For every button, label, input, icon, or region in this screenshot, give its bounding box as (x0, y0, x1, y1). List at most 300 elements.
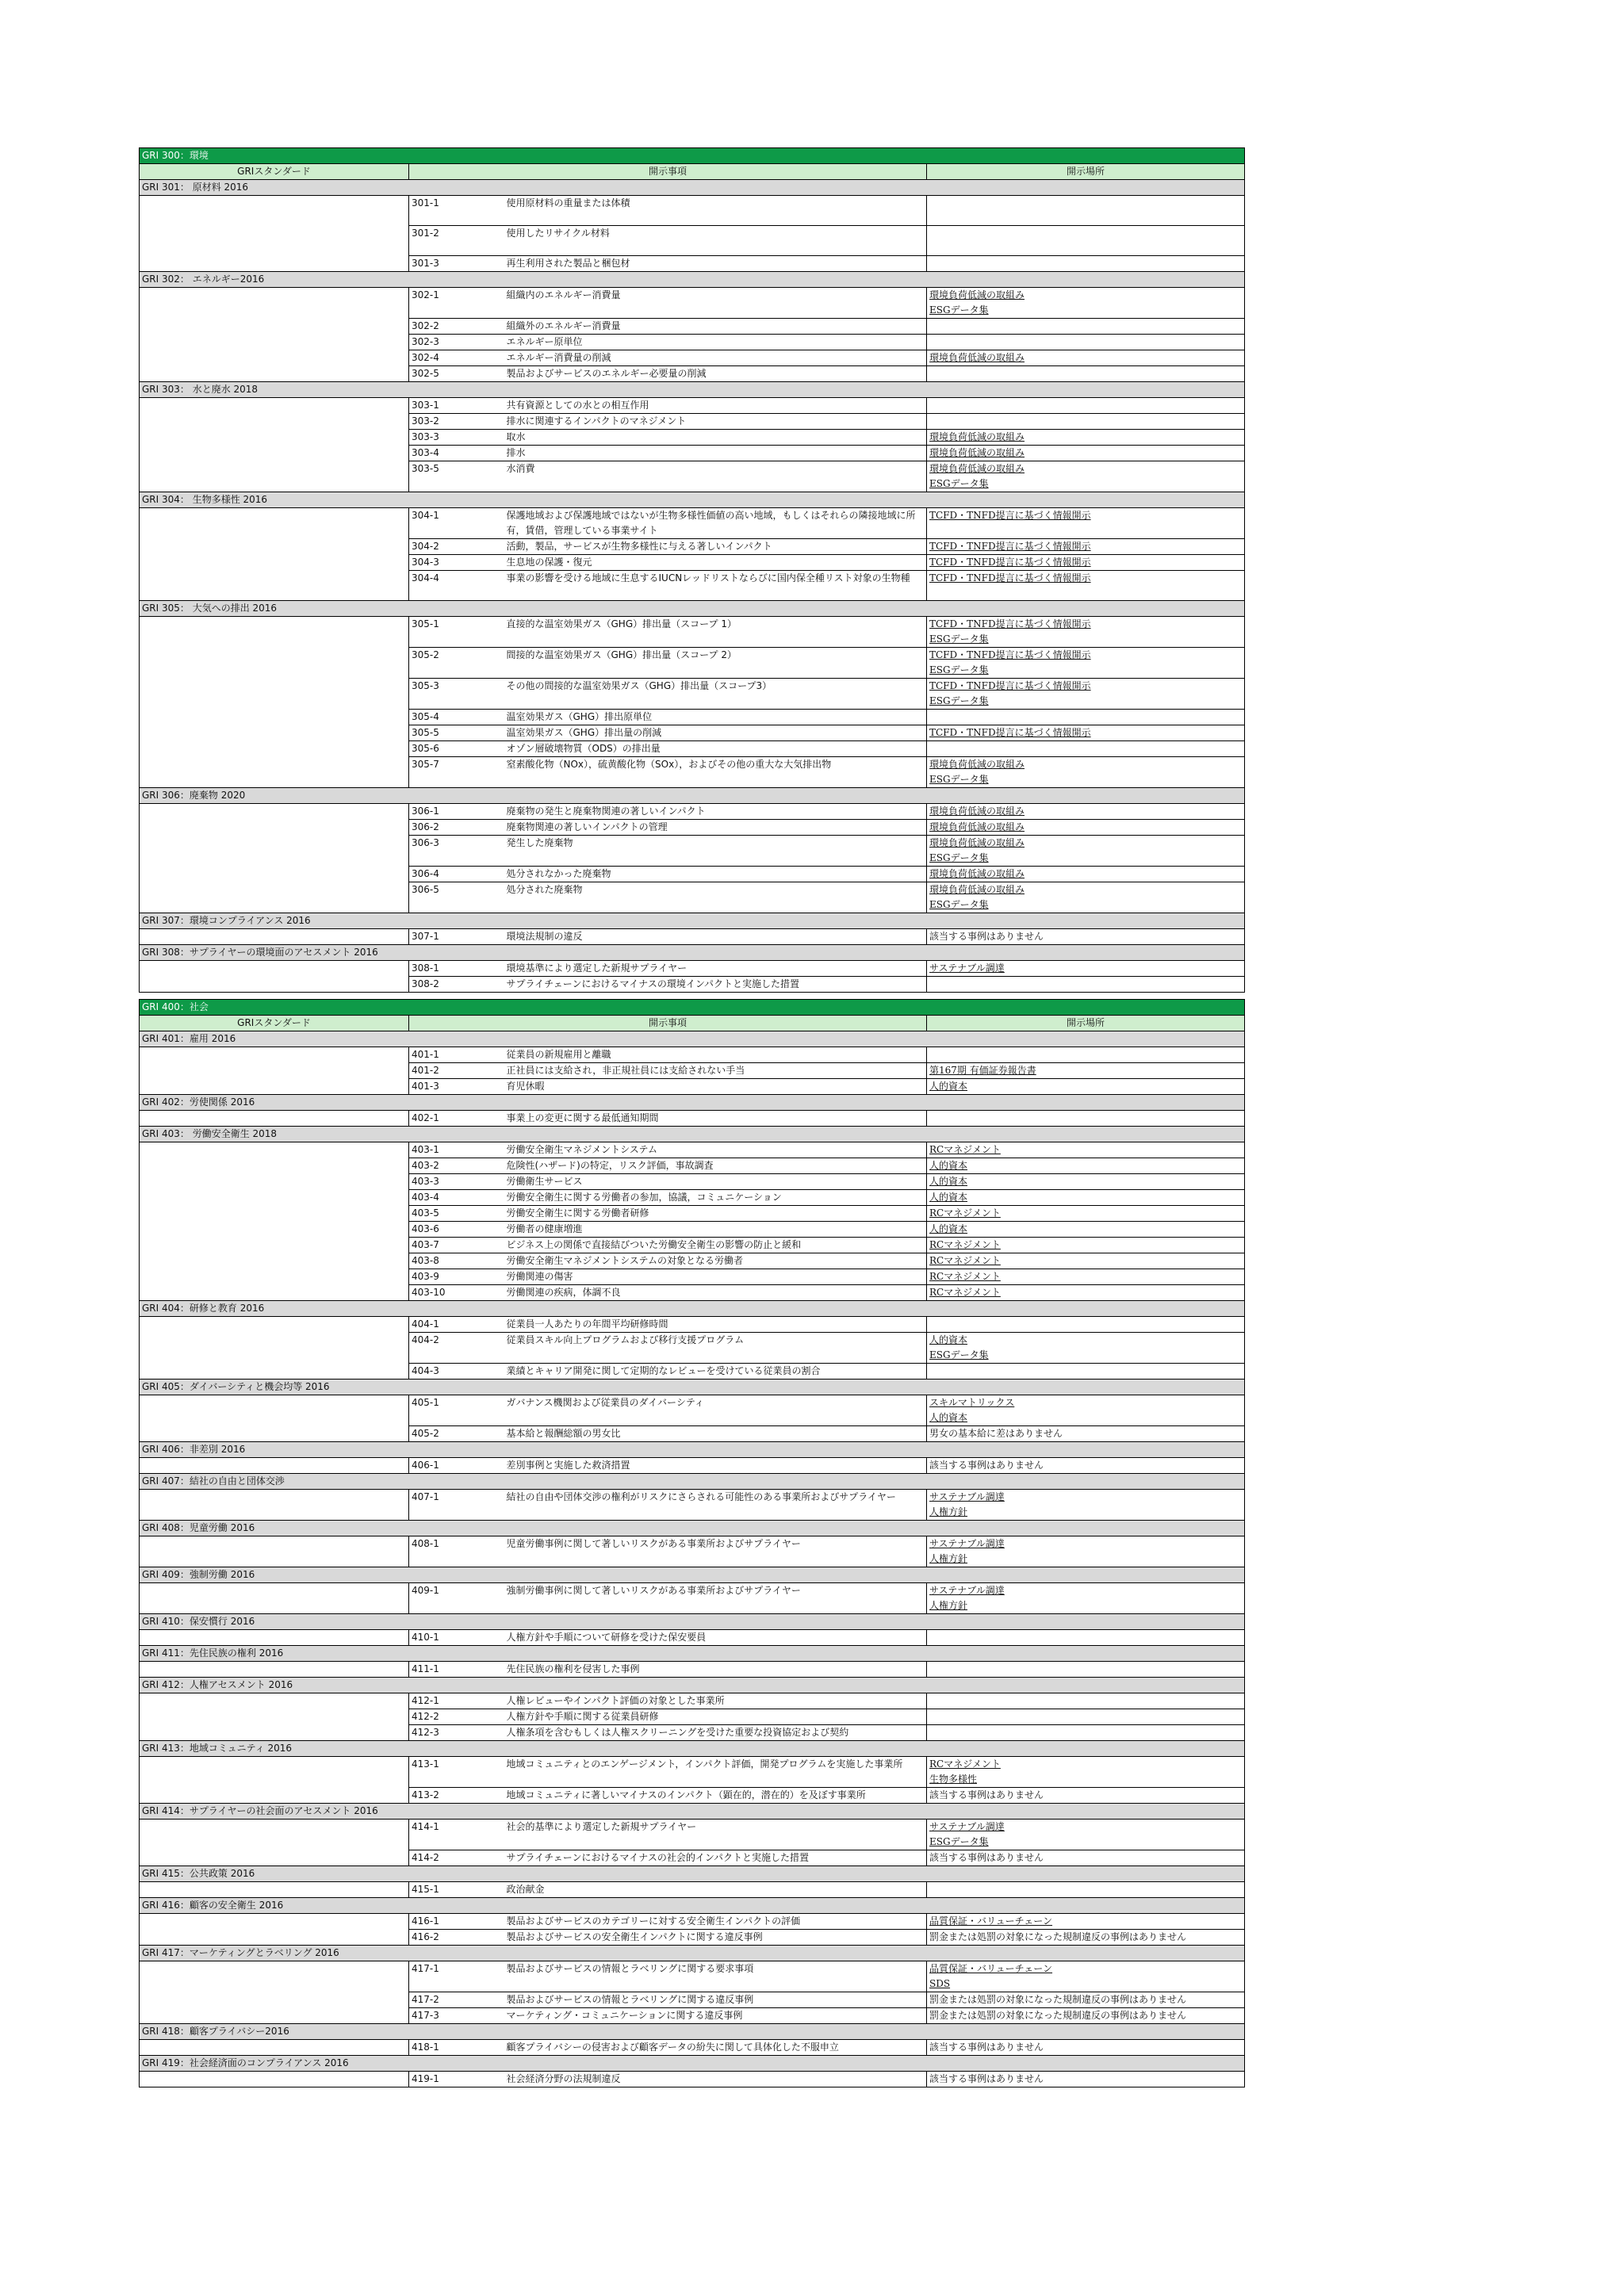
location-cell (927, 414, 1245, 430)
disclosure-code-text: 301-1 (412, 197, 439, 209)
standard-label: GRI 308：サプライヤーの環境面のアセスメント 2016 (140, 945, 1245, 961)
disclosure-row (140, 319, 1245, 335)
location-link[interactable]: TCFD・TNFD提言に基づく情報開示 (929, 649, 1091, 660)
location-link[interactable]: 環境負荷低減の取組み (929, 837, 1025, 848)
disclosure-row (140, 1757, 1245, 1788)
standard-cell (140, 1725, 409, 1741)
location-cell (927, 725, 1245, 741)
disclosure-text-value: 基本給と報酬総額の男女比 (506, 1428, 621, 1439)
location-link[interactable]: ESGデータ集 (929, 478, 989, 489)
disclosure-code (409, 1190, 504, 1206)
location-link[interactable]: サステナブル調達 (929, 1538, 1005, 1549)
disclosure-code-text: 403-7 (412, 1239, 439, 1250)
disclosure-text (504, 1788, 927, 1804)
disclosure-row (140, 1364, 1245, 1380)
standard-cell (140, 2072, 409, 2087)
disclosure-row (140, 539, 1245, 555)
disclosure-text-value: 労働関連の傷害 (506, 1271, 573, 1282)
location-cell (927, 1285, 1245, 1301)
disclosure-code-text: 306-2 (412, 821, 439, 832)
disclosure-text (504, 1583, 927, 1614)
disclosure-text-value: 発生した廃棄物 (506, 837, 573, 848)
standard-group-row (140, 492, 1245, 508)
disclosure-text-value: 地域コミュニティに著しいマイナスのインパクト（顕在的，潜在的）を及ぼす事業所 (506, 1789, 866, 1800)
disclosure-text (504, 461, 927, 492)
disclosure-text (504, 1158, 927, 1174)
disclosure-code-text: 403-10 (412, 1287, 446, 1298)
location-link[interactable]: サステナブル調達 (929, 962, 1005, 974)
standard-label: GRI 302： エネルギー2016 (140, 272, 1245, 288)
disclosure-text-value: 廃棄物の発生と廃棄物関連の著しいインパクト (506, 806, 706, 817)
header-standard: GRIスタンダード (140, 1016, 409, 1031)
standard-cell (140, 555, 409, 571)
disclosure-code (409, 508, 504, 539)
location-cell (927, 929, 1245, 945)
standard-cell (140, 2008, 409, 2024)
standard-cell (140, 1285, 409, 1301)
disclosure-code (409, 1757, 504, 1788)
disclosure-text (504, 1047, 927, 1063)
location-link[interactable]: RCマネジメント (929, 1144, 1001, 1155)
standard-label: GRI 407：結社の自由と団体交渉 (140, 1474, 1245, 1490)
standard-cell (140, 725, 409, 741)
standard-cell (140, 1961, 409, 1992)
location-link[interactable]: サステナブル調達 (929, 1585, 1005, 1596)
disclosure-text (504, 1662, 927, 1678)
disclosure-text (504, 1757, 927, 1788)
disclosure-code-text: 401-1 (412, 1049, 439, 1060)
location-link[interactable]: 環境負荷低減の取組み (929, 806, 1025, 817)
location-link[interactable]: ESGデータ集 (929, 1836, 989, 1847)
standard-cell (140, 1630, 409, 1646)
standard-group-row (140, 1031, 1245, 1047)
disclosure-code (409, 2008, 504, 2024)
location-link[interactable]: 環境負荷低減の取組み (929, 463, 1025, 474)
disclosure-text (504, 1063, 927, 1079)
standard-label: GRI 402：労使関係 2016 (140, 1095, 1245, 1111)
disclosure-row (140, 1142, 1245, 1158)
location-cell (927, 1426, 1245, 1442)
disclosure-text (504, 1142, 927, 1158)
disclosure-code-text: 303-5 (412, 463, 439, 474)
location-link[interactable]: RCマネジメント (929, 1207, 1001, 1219)
disclosure-code-text: 403-8 (412, 1255, 439, 1266)
disclosure-row (140, 867, 1245, 882)
location-cell (927, 867, 1245, 882)
disclosure-code-text: 414-1 (412, 1821, 439, 1832)
location-link[interactable]: 第167期 有価証券報告書 (929, 1065, 1036, 1076)
disclosure-text (504, 2040, 927, 2056)
disclosure-code (409, 446, 504, 461)
disclosure-text-value: 従業員一人あたりの年間平均研修時間 (506, 1318, 668, 1330)
standard-cell (140, 1174, 409, 1190)
disclosure-text-value: 窒素酸化物（NOx），硫黄酸化物（SOx），およびその他の重大な大気排出物 (506, 759, 832, 770)
disclosure-row (140, 648, 1245, 679)
location-link[interactable]: 人的資本 (929, 1081, 968, 1092)
disclosure-code (409, 1583, 504, 1614)
location-link[interactable]: RCマネジメント (929, 1287, 1001, 1298)
location-cell (927, 710, 1245, 725)
disclosure-code-text: 403-1 (412, 1144, 439, 1155)
standard-group-row (140, 1646, 1245, 1662)
standard-group-row (140, 1127, 1245, 1142)
disclosure-row (140, 288, 1245, 319)
disclosure-text-value: その他の間接的な温室効果ガス（GHG）排出量（スコープ3） (506, 680, 772, 691)
disclosure-row (140, 741, 1245, 757)
location-link[interactable]: 人的資本 (929, 1176, 968, 1187)
disclosure-text-value: 児童労働事例に関して著しいリスクがある事業所およびサプライヤー (506, 1538, 801, 1549)
location-link[interactable]: ESGデータ集 (929, 633, 989, 645)
standard-cell (140, 461, 409, 492)
location-link[interactable]: 品質保証・バリューチェーン (929, 1915, 1053, 1927)
disclosure-code (409, 804, 504, 820)
standard-group-row (140, 1898, 1245, 1914)
disclosure-text (504, 1111, 927, 1127)
disclosure-row (140, 398, 1245, 414)
disclosure-code-text: 403-9 (412, 1271, 439, 1282)
disclosure-row (140, 710, 1245, 725)
disclosure-code (409, 398, 504, 414)
location-link[interactable]: スキルマトリックス (929, 1397, 1015, 1408)
standard-group-row (140, 1095, 1245, 1111)
location-link[interactable]: TCFD・TNFD提言に基づく情報開示 (929, 727, 1091, 738)
location-link[interactable]: 人権方針 (929, 1506, 968, 1517)
standard-group-row (140, 1442, 1245, 1458)
disclosure-text-value: 社会経済分野の法規制違反 (506, 2073, 621, 2084)
standard-cell (140, 1222, 409, 1238)
disclosure-text (504, 1079, 927, 1095)
disclosure-code (409, 555, 504, 571)
location-cell (927, 1190, 1245, 1206)
disclosure-row (140, 256, 1245, 272)
location-link[interactable]: 人的資本 (929, 1223, 968, 1234)
disclosure-code-text: 416-2 (412, 1931, 439, 1942)
location-link[interactable]: 人的資本 (929, 1192, 968, 1203)
disclosure-text (504, 1190, 927, 1206)
disclosure-code-text: 405-1 (412, 1397, 439, 1408)
standard-cell (140, 1142, 409, 1158)
disclosure-text (504, 288, 927, 319)
disclosure-code-text: 412-2 (412, 1711, 439, 1722)
disclosure-row (140, 1820, 1245, 1850)
disclosure-text (504, 1850, 927, 1866)
disclosure-row (140, 1536, 1245, 1567)
disclosure-code (409, 1222, 504, 1238)
standard-cell (140, 1111, 409, 1127)
disclosure-row (140, 1063, 1245, 1079)
location-cell (927, 1709, 1245, 1725)
standard-group-row (140, 1678, 1245, 1693)
location-link[interactable]: ESGデータ集 (929, 852, 989, 863)
standard-cell (140, 1238, 409, 1253)
disclosure-text-value: 労働安全衛生マネジメントシステム (506, 1144, 657, 1155)
location-cell (927, 1333, 1245, 1364)
standard-label: GRI 416：顧客の安全衛生 2016 (140, 1898, 1245, 1914)
disclosure-code (409, 977, 504, 993)
standard-cell (140, 1158, 409, 1174)
disclosure-text-value: 活動，製品，サービスが生物多様性に与える著しいインパクト (506, 541, 772, 552)
disclosure-text (504, 961, 927, 977)
location-link[interactable]: 人権方針 (929, 1600, 968, 1611)
disclosure-row (140, 977, 1245, 993)
disclosure-code (409, 1458, 504, 1474)
standard-label: GRI 410：保安慣行 2016 (140, 1614, 1245, 1630)
standard-cell (140, 1047, 409, 1063)
disclosure-code (409, 1285, 504, 1301)
disclosure-row (140, 226, 1245, 256)
location-cell (927, 1961, 1245, 1992)
location-cell (927, 2040, 1245, 2056)
standard-cell (140, 571, 409, 601)
disclosure-code-text: 412-1 (412, 1695, 439, 1706)
disclosure-code-text: 308-1 (412, 962, 439, 974)
disclosure-text-value: 人権方針や手順に関する従業員研修 (506, 1711, 659, 1722)
disclosure-code-text: 411-1 (412, 1663, 439, 1674)
disclosure-code-text: 412-3 (412, 1727, 439, 1738)
standard-group-row (140, 1866, 1245, 1882)
standard-label: GRI 307：環境コンプライアンス 2016 (140, 913, 1245, 929)
location-cell (927, 804, 1245, 820)
location-cell (927, 1788, 1245, 1804)
disclosure-code-text: 418-1 (412, 2042, 439, 2053)
disclosure-code-text: 404-1 (412, 1318, 439, 1330)
location-link[interactable]: RCマネジメント (929, 1239, 1001, 1250)
disclosure-code (409, 1961, 504, 1992)
standard-group-row (140, 945, 1245, 961)
disclosure-text-value: 危険性(ハザード)の特定，リスク評価，事故調査 (506, 1160, 714, 1171)
section-title: GRI 400：社会 (140, 1000, 1245, 1016)
location-cell (927, 1490, 1245, 1521)
standard-cell (140, 1458, 409, 1474)
location-link[interactable]: RCマネジメント (929, 1758, 1001, 1770)
disclosure-row (140, 350, 1245, 366)
location-link[interactable]: ESGデータ集 (929, 899, 989, 910)
disclosure-code-text: 404-3 (412, 1365, 439, 1376)
location-link[interactable]: 人的資本 (929, 1334, 968, 1345)
location-cell (927, 446, 1245, 461)
standard-cell (140, 398, 409, 414)
location-link[interactable]: 人的資本 (929, 1160, 968, 1171)
header-disclosure: 開示事項 (409, 164, 927, 180)
location-link[interactable]: TCFD・TNFD提言に基づく情報開示 (929, 618, 1091, 629)
location-cell (927, 1725, 1245, 1741)
disclosure-code-text: 301-3 (412, 258, 439, 269)
disclosure-row (140, 571, 1245, 601)
disclosure-text-value: 処分されなかった廃棄物 (506, 868, 611, 879)
disclosure-code-text: 403-4 (412, 1192, 439, 1203)
disclosure-text-value: エネルギー消費量の削減 (506, 352, 611, 363)
disclosure-code-text: 403-2 (412, 1160, 439, 1171)
standard-cell (140, 2040, 409, 2056)
location-cell (927, 1662, 1245, 1678)
location-cell (927, 1820, 1245, 1850)
disclosure-text (504, 836, 927, 867)
disclosure-text-value: サプライチェーンにおけるマイナスの社会的インパクトと実施した措置 (506, 1852, 809, 1863)
location-cell (927, 961, 1245, 977)
disclosure-text-value: 育児休暇 (506, 1081, 545, 1092)
location-cell (927, 1222, 1245, 1238)
standard-label: GRI 413：地域コミュニティ 2016 (140, 1741, 1245, 1757)
disclosure-text-value: 再生利用された製品と梱包材 (506, 258, 630, 269)
disclosure-code (409, 226, 504, 256)
disclosure-code (409, 1536, 504, 1567)
disclosure-text-value: 地域コミュニティとのエンゲージメント，インパクト評価，開発プログラムを実施した事業所 (506, 1758, 903, 1770)
disclosure-row (140, 555, 1245, 571)
location-link[interactable]: TCFD・TNFD提言に基づく情報開示 (929, 680, 1091, 691)
location-link[interactable]: 環境負荷低減の取組み (929, 447, 1025, 458)
standard-cell (140, 1914, 409, 1930)
disclosure-row (140, 2040, 1245, 2056)
disclosure-code (409, 319, 504, 335)
location-link[interactable]: TCFD・TNFD提言に基づく情報開示 (929, 541, 1091, 552)
disclosure-text (504, 319, 927, 335)
standard-cell (140, 196, 409, 226)
disclosure-text (504, 256, 927, 272)
disclosure-row (140, 820, 1245, 836)
disclosure-row (140, 2072, 1245, 2087)
location-link[interactable]: ESGデータ集 (929, 304, 989, 316)
disclosure-text (504, 414, 927, 430)
location-link[interactable]: SDS (929, 1978, 951, 1989)
standard-cell (140, 1190, 409, 1206)
location-link[interactable]: 環境負荷低減の取組み (929, 352, 1025, 363)
location-link[interactable]: ESGデータ集 (929, 774, 989, 785)
disclosure-row (140, 1269, 1245, 1285)
disclosure-text (504, 882, 927, 913)
disclosure-code (409, 725, 504, 741)
location-note: 該当する事例はありません (929, 1460, 1044, 1471)
disclosure-code-text: 413-2 (412, 1789, 439, 1800)
disclosure-code (409, 1850, 504, 1866)
location-cell (927, 1111, 1245, 1127)
disclosure-row (140, 1882, 1245, 1898)
location-link[interactable]: サステナブル調達 (929, 1491, 1005, 1502)
standard-label: GRI 401：雇用 2016 (140, 1031, 1245, 1047)
disclosure-code (409, 1693, 504, 1709)
standard-cell (140, 648, 409, 679)
disclosure-text-value: 労働安全衛生に関する労働者研修 (506, 1207, 649, 1219)
location-link[interactable]: 人権方針 (929, 1553, 968, 1564)
disclosure-code-text: 406-1 (412, 1460, 439, 1471)
standard-cell (140, 414, 409, 430)
disclosure-row (140, 617, 1245, 648)
location-link[interactable]: サステナブル調達 (929, 1821, 1005, 1832)
disclosure-row (140, 1047, 1245, 1063)
standard-cell (140, 836, 409, 867)
disclosure-code-text: 302-3 (412, 336, 439, 347)
standard-cell (140, 977, 409, 993)
disclosure-text (504, 366, 927, 382)
standard-cell (140, 1662, 409, 1678)
disclosure-text-value: 社会的基準により選定した新規サプライヤー (506, 1821, 697, 1832)
standard-cell (140, 961, 409, 977)
location-link[interactable]: 環境負荷低減の取組み (929, 431, 1025, 442)
standard-cell (140, 1820, 409, 1850)
location-link[interactable]: ESGデータ集 (929, 695, 989, 706)
location-link[interactable]: ESGデータ集 (929, 1349, 989, 1360)
disclosure-code-text: 305-1 (412, 618, 439, 629)
disclosure-text-value: 使用したリサイクル材料 (506, 228, 610, 239)
standard-label: GRI 415：公共政策 2016 (140, 1866, 1245, 1882)
disclosure-row (140, 882, 1245, 913)
disclosure-code-text: 402-1 (412, 1112, 439, 1123)
disclosure-text-value: 共有資源としての水との相互作用 (506, 400, 649, 411)
disclosure-code-text: 405-2 (412, 1428, 439, 1439)
disclosure-code (409, 1820, 504, 1850)
location-link[interactable]: 環境負荷低減の取組み (929, 289, 1025, 300)
disclosure-text (504, 757, 927, 788)
disclosure-code-text: 302-1 (412, 289, 439, 300)
standard-label: GRI 414：サプライヤーの社会面のアセスメント 2016 (140, 1804, 1245, 1820)
disclosure-row (140, 1725, 1245, 1741)
location-cell (927, 226, 1245, 256)
location-cell (927, 1317, 1245, 1333)
disclosure-text-value: 製品およびサービスのカテゴリーに対する安全衛生インパクトの評価 (506, 1915, 801, 1927)
location-link[interactable]: TCFD・TNFD提言に基づく情報開示 (929, 557, 1091, 568)
standard-label: GRI 409：強制労働 2016 (140, 1567, 1245, 1583)
disclosure-code (409, 1253, 504, 1269)
disclosure-text (504, 1174, 927, 1190)
location-link[interactable]: 環境負荷低減の取組み (929, 821, 1025, 832)
disclosure-text (504, 539, 927, 555)
location-link[interactable]: TCFD・TNFD提言に基づく情報開示 (929, 510, 1091, 521)
location-cell (927, 366, 1245, 382)
location-link[interactable]: 人的資本 (929, 1412, 968, 1423)
standard-cell (140, 1709, 409, 1725)
location-link[interactable]: RCマネジメント (929, 1255, 1001, 1266)
standard-label: GRI 411：先住民族の権利 2016 (140, 1646, 1245, 1662)
standard-cell (140, 256, 409, 272)
disclosure-row (140, 196, 1245, 226)
disclosure-code (409, 2072, 504, 2087)
disclosure-text-value: 労働安全衛生に関する労働者の参加，協議，コミュニケーション (506, 1192, 782, 1203)
disclosure-text-value: 従業員スキル向上プログラムおよび移行支援プログラム (506, 1334, 745, 1345)
location-note: 罰金または処罰の対象になった規制違反の事例はありません (929, 1931, 1187, 1942)
disclosure-text-value: 労働衛生サービス (506, 1176, 583, 1187)
standard-cell (140, 741, 409, 757)
standard-label: GRI 418：顧客プライバシー2016 (140, 2024, 1245, 2040)
standard-cell (140, 1490, 409, 1521)
disclosure-text (504, 350, 927, 366)
standard-cell (140, 1882, 409, 1898)
standard-cell (140, 1253, 409, 1269)
disclosure-code-text: 403-6 (412, 1223, 439, 1234)
disclosure-row (140, 836, 1245, 867)
location-link[interactable]: TCFD・TNFD提言に基づく情報開示 (929, 572, 1091, 584)
standard-label: GRI 306：廃棄物 2020 (140, 788, 1245, 804)
location-link[interactable]: 環境負荷低減の取組み (929, 759, 1025, 770)
disclosure-text (504, 1458, 927, 1474)
location-link[interactable]: 環境負荷低減の取組み (929, 884, 1025, 895)
location-link[interactable]: 品質保証・バリューチェーン (929, 1963, 1053, 1974)
location-link[interactable]: 生物多様性 (929, 1774, 978, 1785)
location-cell (927, 319, 1245, 335)
location-link[interactable]: ESGデータ集 (929, 664, 989, 675)
disclosure-text-value: ガバナンス機関および従業員のダイバーシティ (506, 1397, 704, 1408)
disclosure-code-text: 403-3 (412, 1176, 439, 1187)
disclosure-text-value: 結社の自由や団体交渉の権利がリスクにさらされる可能性のある事業所およびサプライヤー (506, 1491, 896, 1502)
disclosure-row (140, 1490, 1245, 1521)
disclosure-row (140, 1206, 1245, 1222)
disclosure-text-value: 先住民族の権利を侵害した事例 (506, 1663, 640, 1674)
disclosure-code-text: 301-2 (412, 228, 439, 239)
location-link[interactable]: 環境負荷低減の取組み (929, 868, 1025, 879)
disclosure-text-value: 排水 (506, 447, 526, 458)
location-link[interactable]: RCマネジメント (929, 1271, 1001, 1282)
disclosure-text (504, 1693, 927, 1709)
disclosure-code (409, 617, 504, 648)
disclosure-code-text: 308-2 (412, 978, 439, 989)
